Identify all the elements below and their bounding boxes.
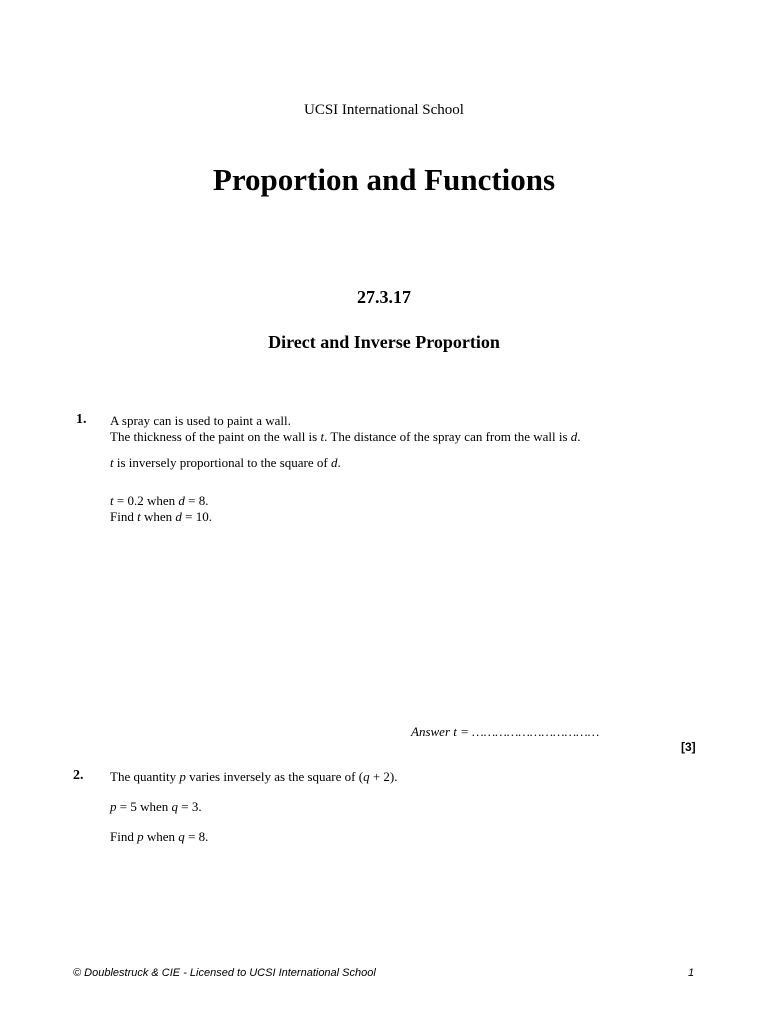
question-2-line-3: Find p when q = 8. xyxy=(110,829,209,844)
page-number: 1 xyxy=(688,967,695,979)
question-1-line-4: t = 0.2 when d = 8. xyxy=(110,493,209,508)
question-1-line-1: A spray can is used to paint a wall. xyxy=(110,413,291,428)
question-1-line-2: The thickness of the paint on the wall is t. The distance of the spray can from the wall is d. xyxy=(110,429,581,444)
question-1-line-5: Find t when d = 10. xyxy=(110,509,212,524)
marks-badge: [3] xyxy=(681,740,696,754)
school-name: UCSI International School xyxy=(304,102,464,118)
section-title: Direct and Inverse Proportion xyxy=(268,332,500,352)
answer-label: Answer t = xyxy=(411,724,473,739)
question-2-line-2: p = 5 when q = 3. xyxy=(110,799,202,814)
answer-blank[interactable]: …………………………… xyxy=(472,724,600,739)
question-2-number: 2. xyxy=(73,768,84,783)
date-heading: 27.3.17 xyxy=(357,287,411,307)
answer-line xyxy=(411,724,599,740)
question-1-line-3: t is inversely proportional to the square of d. xyxy=(110,455,341,470)
question-1-number: 1. xyxy=(76,412,87,427)
question-2-line-1: The quantity p varies inversely as the square of (q + 2). xyxy=(110,769,398,784)
page-title: Proportion and Functions xyxy=(212,162,556,197)
footer-copyright: © Doublestruck & CIE - Licensed to UCSI International School xyxy=(73,967,376,979)
